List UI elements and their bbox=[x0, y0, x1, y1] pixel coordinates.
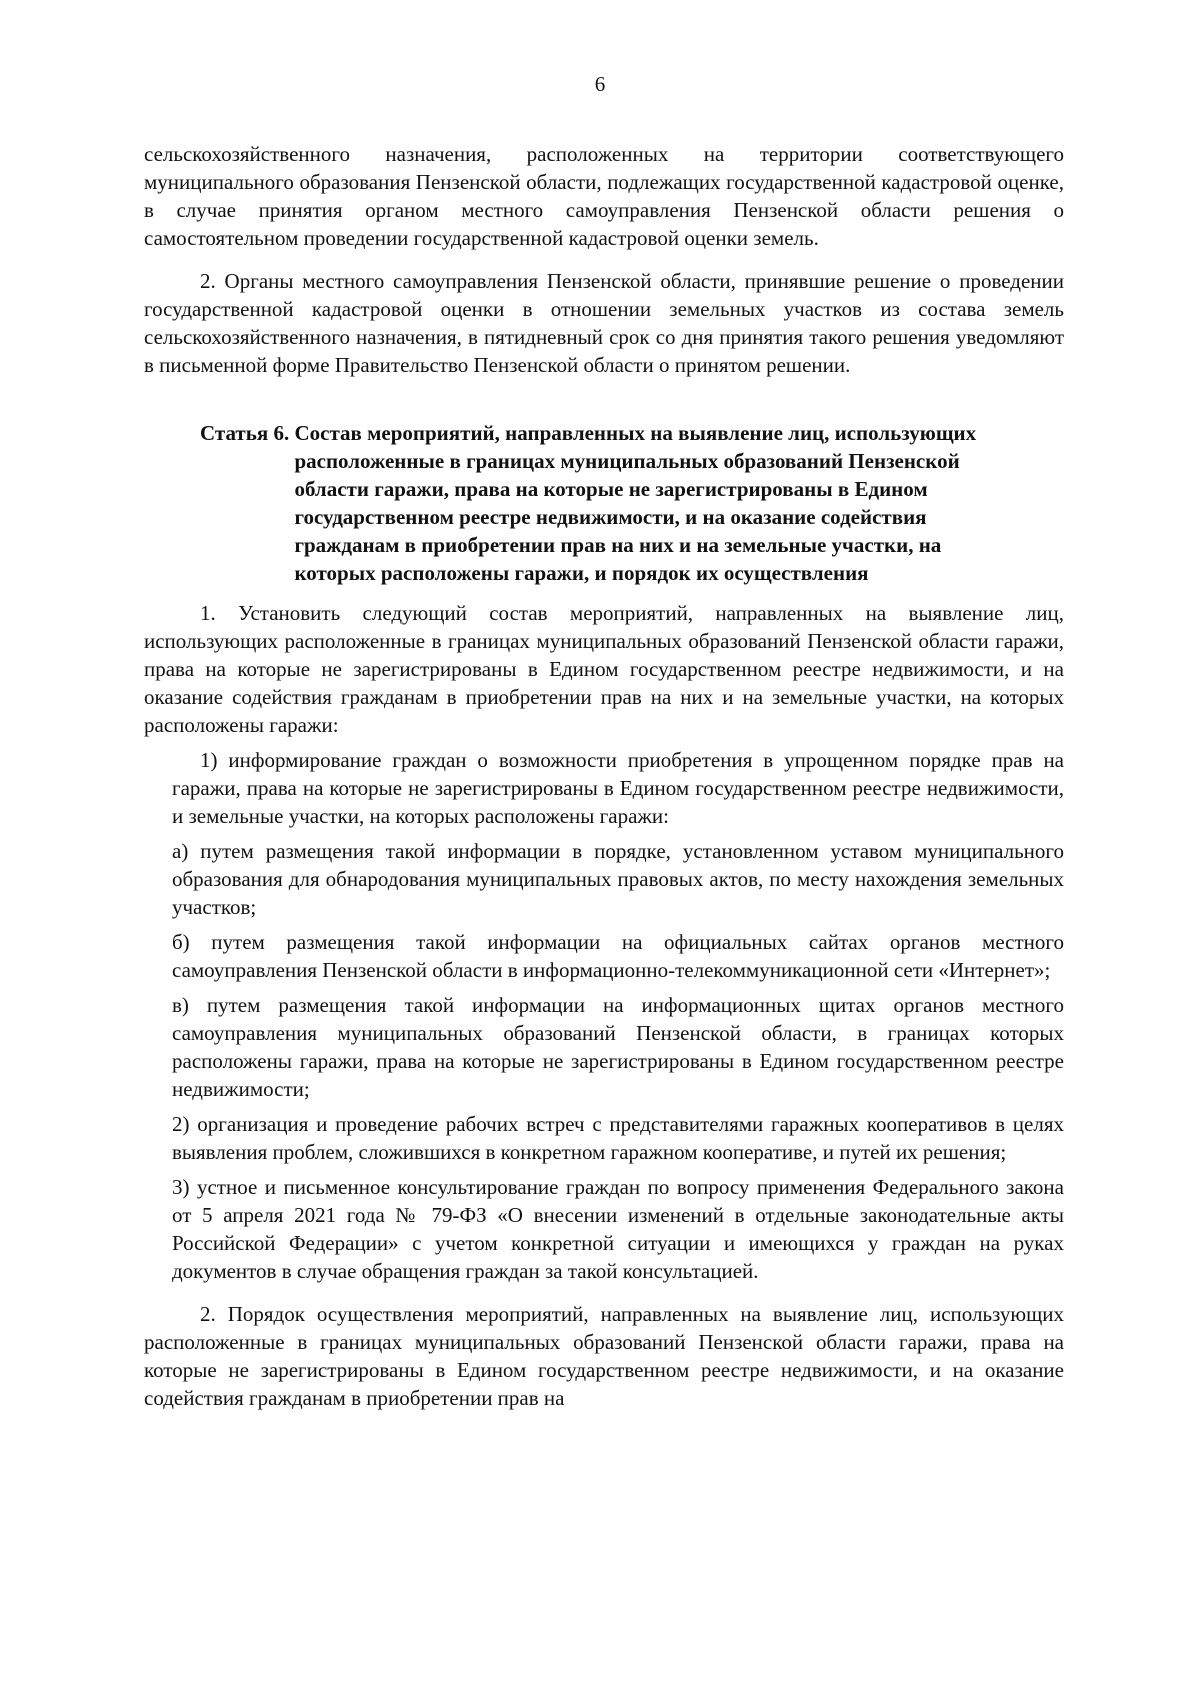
article-heading bbox=[144, 419, 1064, 587]
list-item-1c: в) путем размещения такой информации на информационных щитах органов местного самоуправления муниципальных образований Пензенской области, в границах которых расположены гаражи, права на которые не зарегистрированы в Едином государственном реестре недвижимости; bbox=[172, 993, 1064, 1101]
paragraph-item-2: 2. Органы местного самоуправления Пензенской области, принявшие решение о проведении государственной кадастровой оценки в отношении земельных участков из состава земель сельскохозяйственного назначения, в пятидневный срок со дня принятия такого решения уведомляют в письменной форме Правительство Пензенской области о принятом решении. bbox=[144, 269, 1064, 377]
article-number: Статья 6. bbox=[200, 421, 290, 445]
document-body bbox=[144, 140, 1064, 1412]
paragraph-point-1: 1. Установить следующий состав мероприятий, направленных на выявление лиц, использующих расположенные в границах муниципальных образований Пензенской области гаражи, права на которые не зарегистрированы в Едином государственном реестре недвижимости, и на оказание содействия гражданам в приобретении прав на них и на земельные участки, на которых расположены гаражи: bbox=[144, 601, 1064, 737]
paragraph-continuation: сельскохозяйственного назначения, расположенных на территории соответствующего муниципального образования Пензенской области, подлежащих государственной кадастровой оценке, в случае принятия органом местного самоуправления Пензенской области решения о самостоятельном проведении государственной кадастровой оценки земель. bbox=[144, 142, 1064, 250]
list-item-2: 2) организация и проведение рабочих встреч с представителями гаражных кооперативов в целях выявления проблем, сложившихся в конкретном гаражном кооперативе, и путей их решения; bbox=[172, 1112, 1064, 1164]
list-item-1: 1) информирование граждан о возможности приобретения в упрощенном порядке прав на гаражи, права на которые не зарегистрированы в Едином государственном реестре недвижимости, и земельные участки, на которых расположены гаражи: bbox=[172, 748, 1064, 828]
list-item-3: 3) устное и письменное консультирование граждан по вопросу применения Федерального закона от 5 апреля 2021 года № 79-ФЗ «О внесении изменений в отдельные законодательные акты Российской Федерации» с учетом конкретной ситуации и имеющихся у граждан на руках документов в случае обращения граждан за такой консультацией. bbox=[172, 1175, 1064, 1283]
list-item-1b: б) путем размещения такой информации на официальных сайтах органов местного самоуправления Пензенской области в информационно-телекоммуникационной сети «Интернет»; bbox=[172, 930, 1064, 982]
page-number: 6 bbox=[594, 72, 606, 96]
article-title: Состав мероприятий, направленных на выявление лиц, использующих расположенные в границах муниципальных образований Пензенской области гаражи, права на которые не зарегистрированы в Едином государственном реестре недвижимости, и на оказание содействия гражданам в приобретении прав на них и на земельные участки, на которых расположены гаражи, и порядок их осуществления bbox=[294, 421, 977, 585]
paragraph-point-2: 2. Порядок осуществления мероприятий, направленных на выявление лиц, использующих расположенные в границах муниципальных образований Пензенской области гаражи, права на которые не зарегистрированы в Едином государственном реестре недвижимости, и на оказание содействия гражданам в приобретении прав на bbox=[144, 1302, 1064, 1410]
list-item-1a: а) путем размещения такой информации в порядке, установленном уставом муниципального образования для обнародования муниципальных правовых актов, по месту нахождения земельных участков; bbox=[172, 839, 1064, 919]
